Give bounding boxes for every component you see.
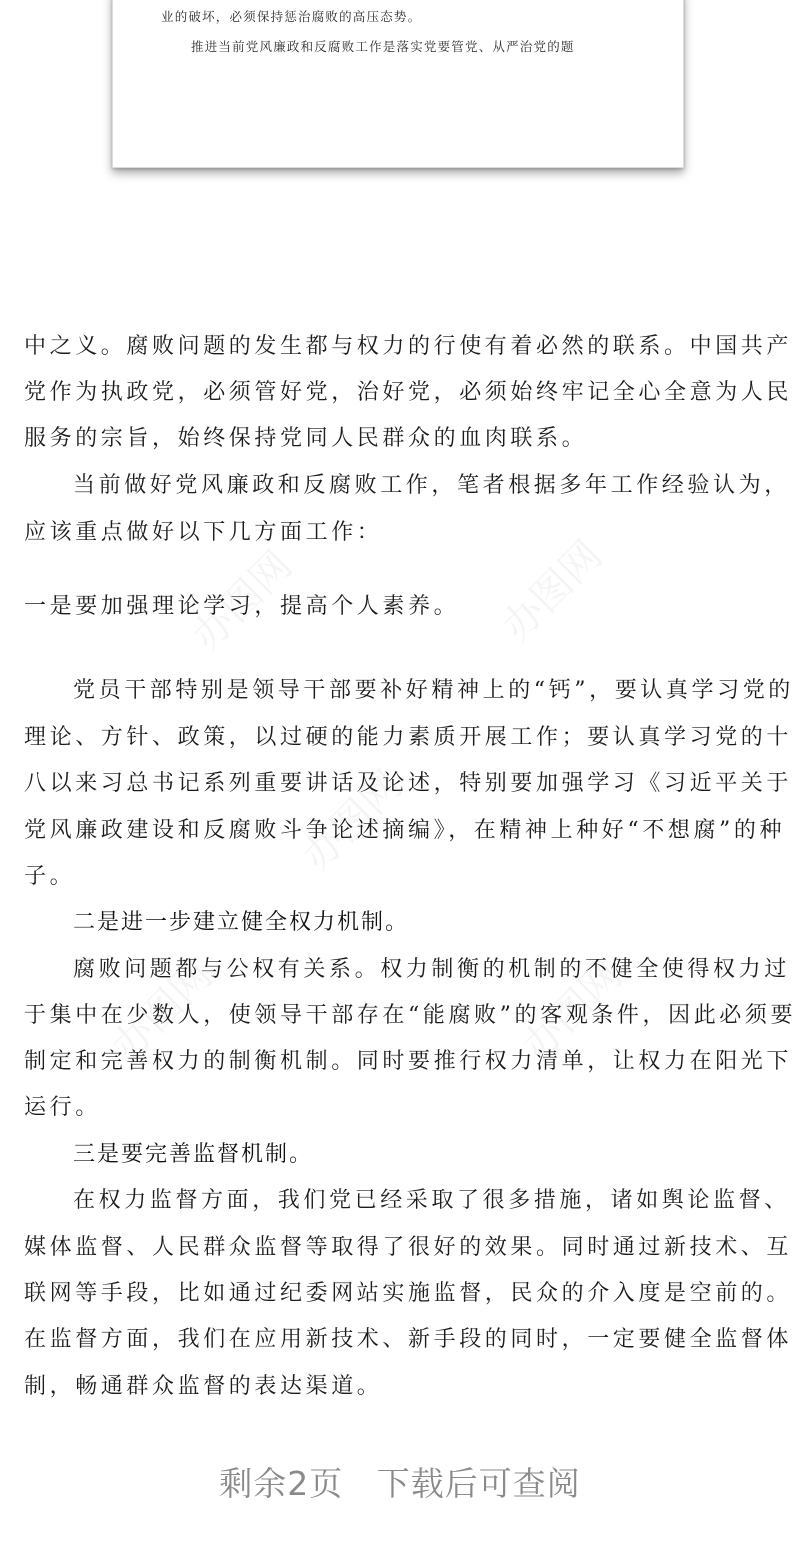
page-preview-card <box>112 0 684 168</box>
paragraph-line: 八以来习总书记系列重要讲话及论述，特别要加强学习《习近平关于 <box>24 771 793 796</box>
watermark-text: 办图网 <box>103 952 222 1070</box>
section-heading: 二是进一步建立健全权力机制。 <box>73 910 410 935</box>
paragraph-line: 制定和完善权力的制衡机制。同时要推行权力清单，让权力在阳光下 <box>24 1049 793 1074</box>
paragraph-line: 党员干部特别是领导干部要补好精神上的“钙”，要认真学习党的 <box>73 678 794 703</box>
watermark-text: 办图网 <box>293 762 412 880</box>
remaining-pages-link[interactable]: 剩余2页 下载后可查阅 <box>219 1464 581 1503</box>
paragraph-line: 应该重点做好以下几方面工作： <box>24 520 383 545</box>
preview-text-line: 推进当前党风廉政和反腐败工作是落实党要管党、从严治党的题 <box>191 39 575 54</box>
paragraph-line: 子。 <box>24 864 76 889</box>
section-heading: 三是要完善监督机制。 <box>73 1142 314 1167</box>
paragraph-line: 制，畅通群众监督的表达渠道。 <box>24 1374 383 1399</box>
paragraph-line: 服务的宗旨，始终保持党同人民群众的血肉联系。 <box>24 426 588 451</box>
paragraph-line: 媒体监督、人民群众监督等取得了很好的效果。同时通过新技术、互 <box>24 1235 793 1260</box>
paragraph-line: 党风廉政建设和反腐败斗争论述摘编》，在精神上种好“不想腐”的种 <box>24 818 786 843</box>
watermark-text: 办图网 <box>513 952 632 1070</box>
paragraph-line: 腐败问题都与公权有关系。权力制衡的机制的不健全使得权力过 <box>73 957 790 982</box>
paragraph-line: 运行。 <box>24 1095 101 1120</box>
paragraph-line: 在监督方面，我们在应用新技术、新手段的同时，一定要健全监督体 <box>24 1327 793 1352</box>
paragraph-line: 党作为执政党，必须管好党，治好党，必须始终牢记全心全意为人民 <box>24 380 793 405</box>
preview-text-line: 业的破坏，必须保持惩治腐败的高压态势。 <box>161 9 422 24</box>
section-title: 一是要加强理论学习，提高个人素养。 <box>24 594 460 619</box>
watermark-text: 办图网 <box>183 542 302 660</box>
paragraph-line: 在权力监督方面，我们党已经采取了很多措施，诸如舆论监督、 <box>73 1188 790 1213</box>
paragraph-line: 联网等手段，比如通过纪委网站实施监督，民众的介入度是空前的。 <box>24 1281 793 1306</box>
watermark-text: 办图网 <box>493 532 612 650</box>
paragraph-line: 中之义。腐败问题的发生都与权力的行使有着必然的联系。中国共产 <box>24 334 793 359</box>
paragraph-line: 理论、方针、政策，以过硬的能力素质开展工作；要认真学习党的十 <box>24 725 793 750</box>
paragraph-line: 于集中在少数人，使领导干部存在“能腐败”的客观条件，因此必须要 <box>24 1003 797 1028</box>
paragraph-line: 当前做好党风廉政和反腐败工作，笔者根据多年工作经验认为， <box>73 473 790 498</box>
